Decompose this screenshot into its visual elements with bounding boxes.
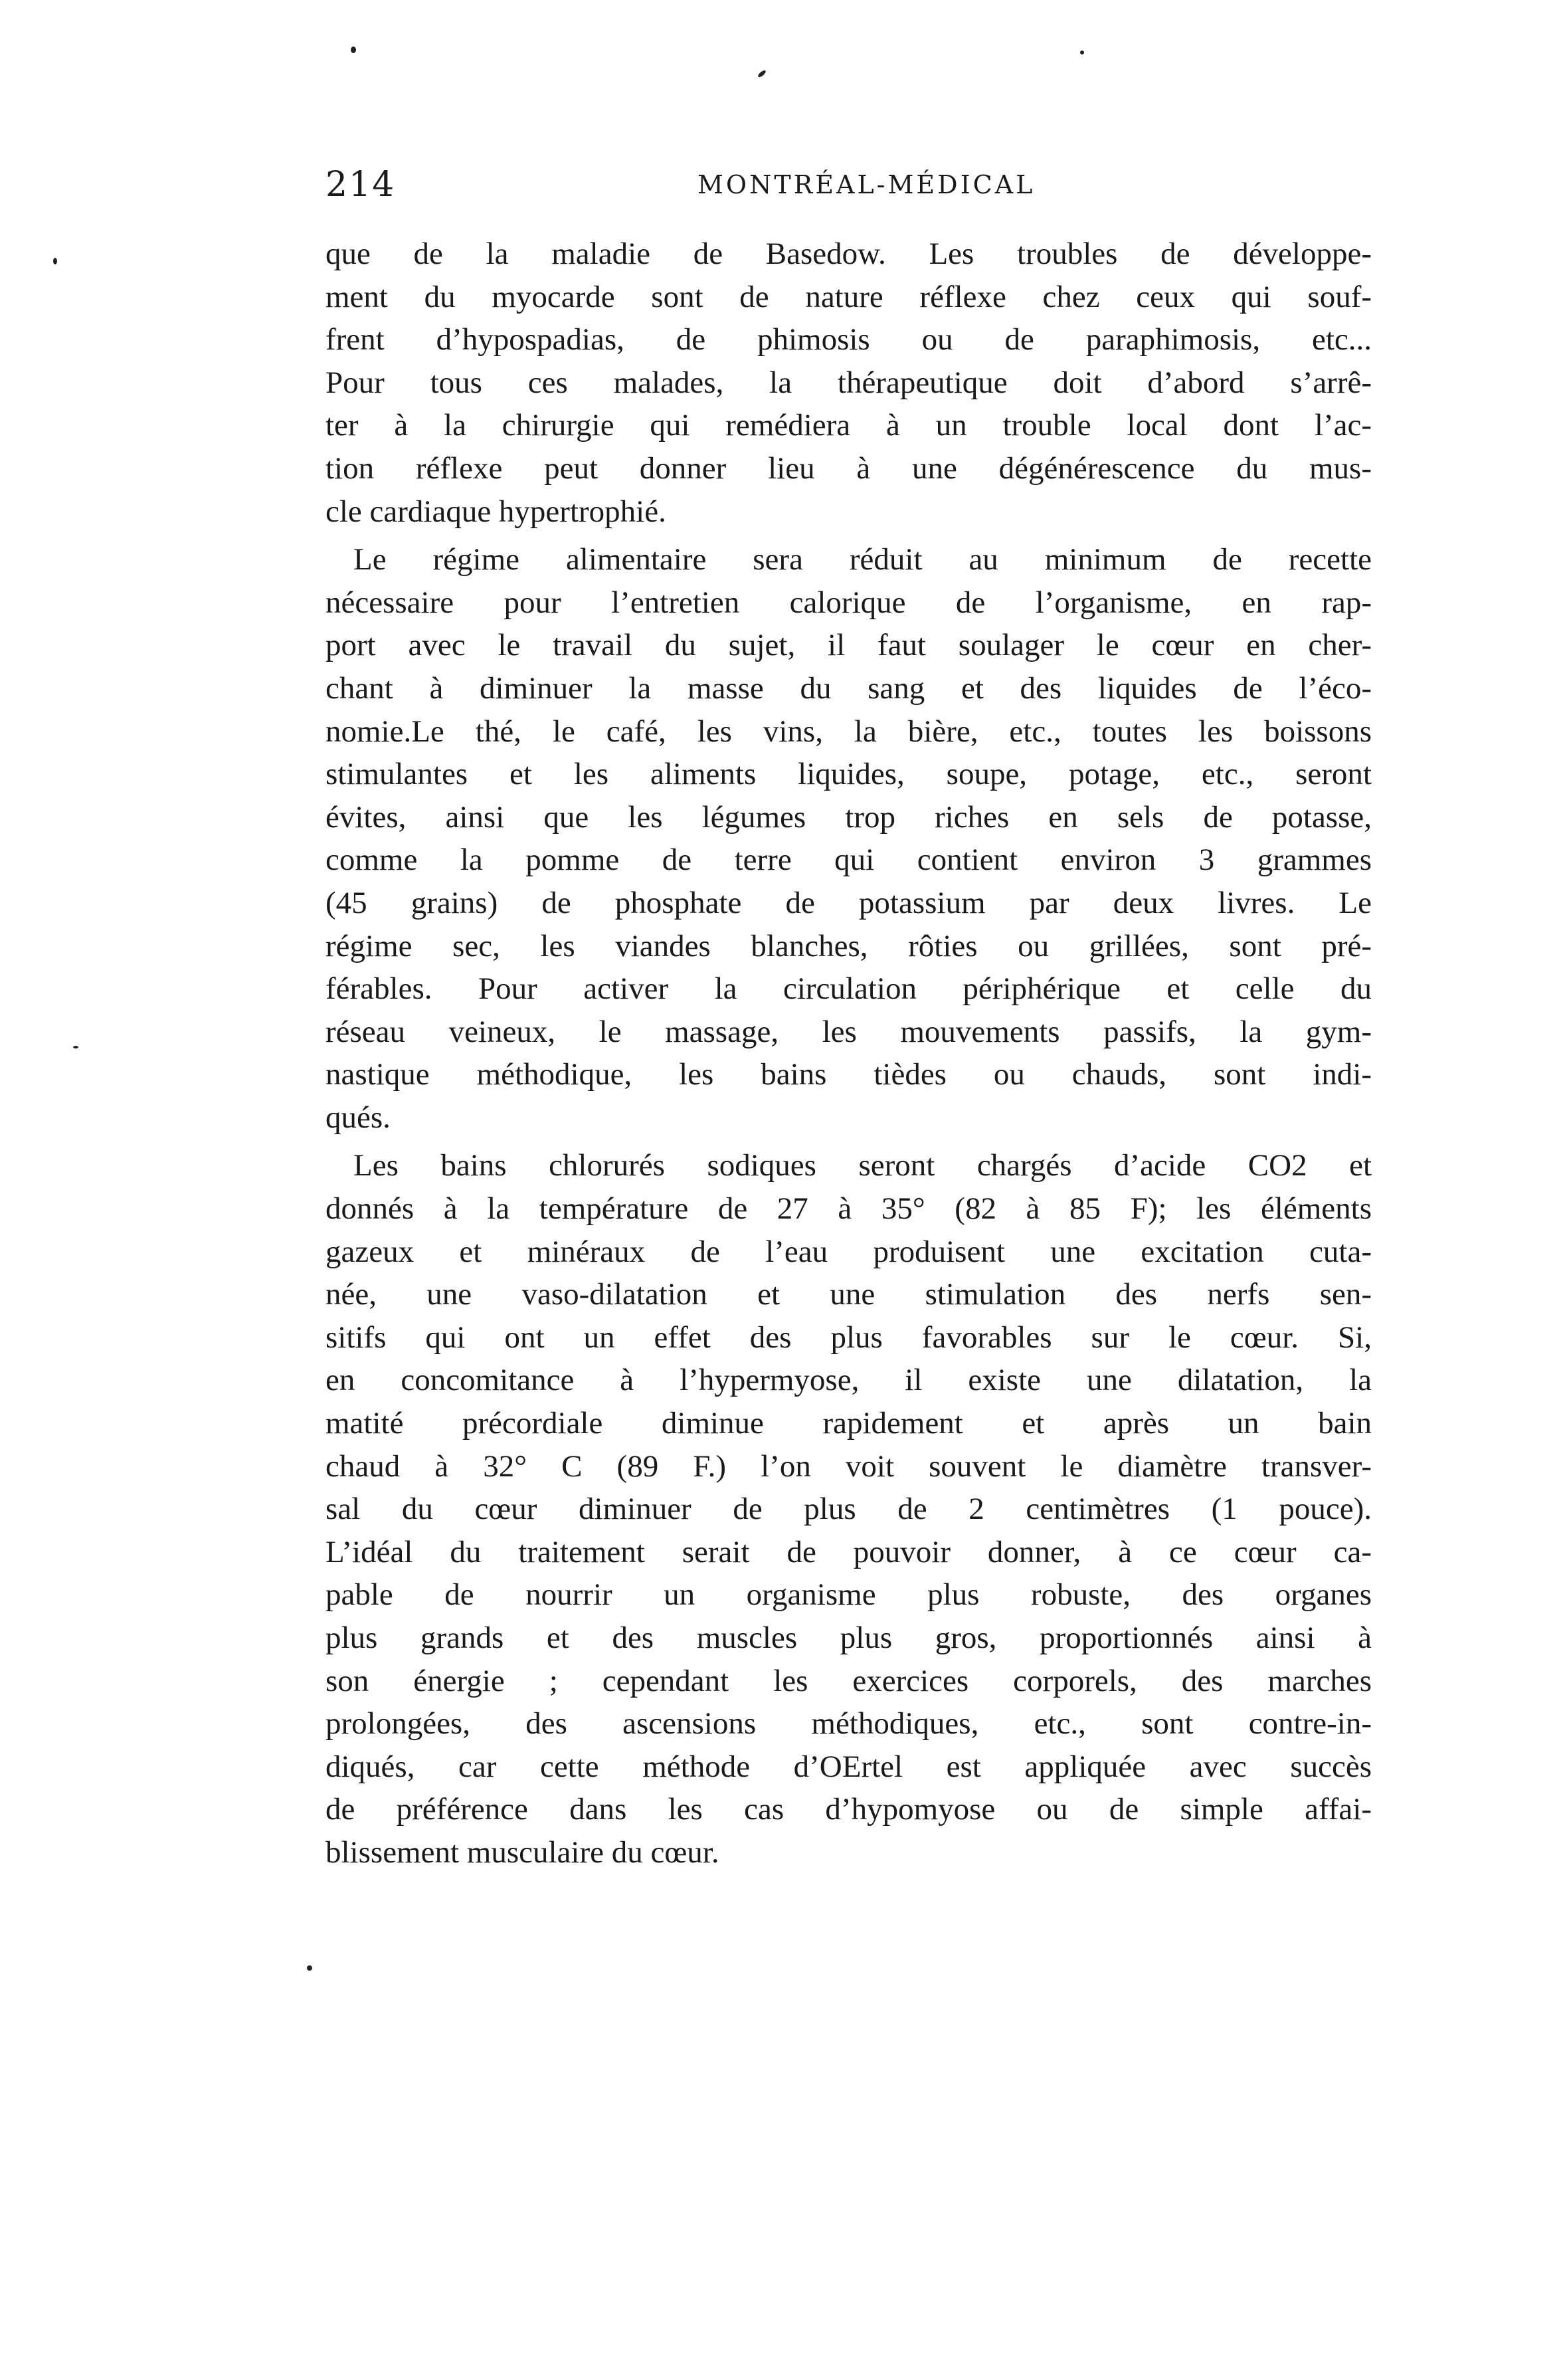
text-line: cle cardiaque hypertrophié. (325, 494, 666, 529)
text-line: plus grands et des muscles plus gros, proportionnés ainsi à (325, 1621, 1372, 1655)
text-line: Les bains chlorurés sodiques seront chargés d’acide CO2 et (353, 1148, 1372, 1183)
text-line: que de la maladie de Basedow. Les troubles de développe- (325, 237, 1372, 271)
text-line: férables. Pour activer la circulation périphérique et celle du (325, 971, 1372, 1007)
text-line: chaud à 32° C (89 F.) l’on voit souvent le diamètre transver- (325, 1448, 1372, 1484)
text-line: qués. (325, 1100, 391, 1135)
text-line: gazeux et minéraux de l’eau produisent une excitation cuta- (325, 1234, 1372, 1269)
text-line: Le régime alimentaire sera réduit au minimum de recette (353, 542, 1372, 577)
text-line: ment du myocarde sont de nature réflexe chez ceux qui souf- (325, 279, 1372, 314)
paragraph-3 (325, 1144, 1372, 1874)
text-line: son énergie ; cependant les exercices corporels, des marches (325, 1663, 1372, 1698)
text-line: ter à la chirurgie qui remédiera à un trouble local dont l’ac- (325, 408, 1372, 443)
text-line: blissement musculaire du cœur. (325, 1835, 719, 1870)
text-line: sal du cœur diminuer de plus de 2 centimètres (1 pouce). (325, 1492, 1372, 1527)
text-line: sitifs qui ont un effet des plus favorables sur le cœur. Si, (325, 1320, 1372, 1355)
scan-speck (757, 69, 767, 78)
text-line: née, une vaso-dilatation et une stimulation des nerfs sen- (325, 1277, 1372, 1312)
text-line: tion réflexe peut donner lieu à une dégénérescence du mus- (325, 450, 1372, 486)
text-line: chant à diminuer la masse du sang et des liquides de l’éco- (325, 670, 1372, 706)
text-line: port avec le travail du sujet, il faut soulager le cœur en cher- (325, 628, 1372, 663)
scan-speck (53, 258, 57, 264)
paragraph-1 (325, 233, 1372, 533)
text-line: matité précordiale diminue rapidement et après un bain (325, 1406, 1372, 1441)
text-line: nomie.Le thé, le café, les vins, la bière, etc., toutes les boissons (325, 714, 1372, 749)
page-number: 214 (325, 165, 396, 205)
text-line: L’idéal du traitement serait de pouvoir donner, à ce cœur ca- (325, 1534, 1372, 1569)
text-line: diqués, car cette méthode d’OErtel est appliquée avec succès (325, 1749, 1372, 1784)
text-line: nécessaire pour l’entretien calorique de l’organisme, en rap- (325, 585, 1372, 620)
text-line: nastique méthodique, les bains tièdes ou chauds, sont indi- (325, 1057, 1372, 1092)
text-line: prolongées, des ascensions méthodiques, etc., sont contre-in- (325, 1706, 1372, 1741)
text-line: donnés à la température de 27 à 35° (82 à 85 F); les éléments (325, 1191, 1372, 1227)
text-line: évites, ainsi que les légumes trop riches en sels de potasse, (325, 799, 1372, 835)
text-line: Pour tous ces malades, la thérapeutique doit d’abord s’arrê- (325, 365, 1372, 400)
scan-speck (73, 1046, 78, 1048)
text-line: régime sec, les viandes blanches, rôties ou grillées, sont pré- (325, 928, 1372, 963)
text-line: comme la pomme de terre qui contient environ 3 grammes (325, 843, 1372, 878)
text-line: stimulantes et les aliments liquides, soupe, potage, etc., seront (325, 757, 1372, 792)
scan-speck (307, 1965, 312, 1971)
running-head (325, 158, 1372, 211)
text-line: frent d’hypospadias, de phimosis ou de paraphimosis, etc... (325, 322, 1372, 357)
text-line: réseau veineux, le massage, les mouvements passifs, la gym- (325, 1014, 1372, 1049)
scan-speck (351, 47, 356, 53)
text-line: de préférence dans les cas d’hypomyose ou de simple affai- (325, 1792, 1372, 1827)
scan-speck (1080, 50, 1084, 54)
body-text (325, 233, 1372, 1874)
text-line: en concomitance à l’hypermyose, il existe une dilatation, la (325, 1363, 1372, 1398)
journal-title: MONTRÉAL-MÉDICAL (697, 170, 1036, 199)
text-line: pable de nourrir un organisme plus robuste, des organes (325, 1577, 1372, 1613)
paragraph-2 (325, 538, 1372, 1139)
text-line: (45 grains) de phosphate de potassium par deux livres. Le (325, 885, 1372, 920)
